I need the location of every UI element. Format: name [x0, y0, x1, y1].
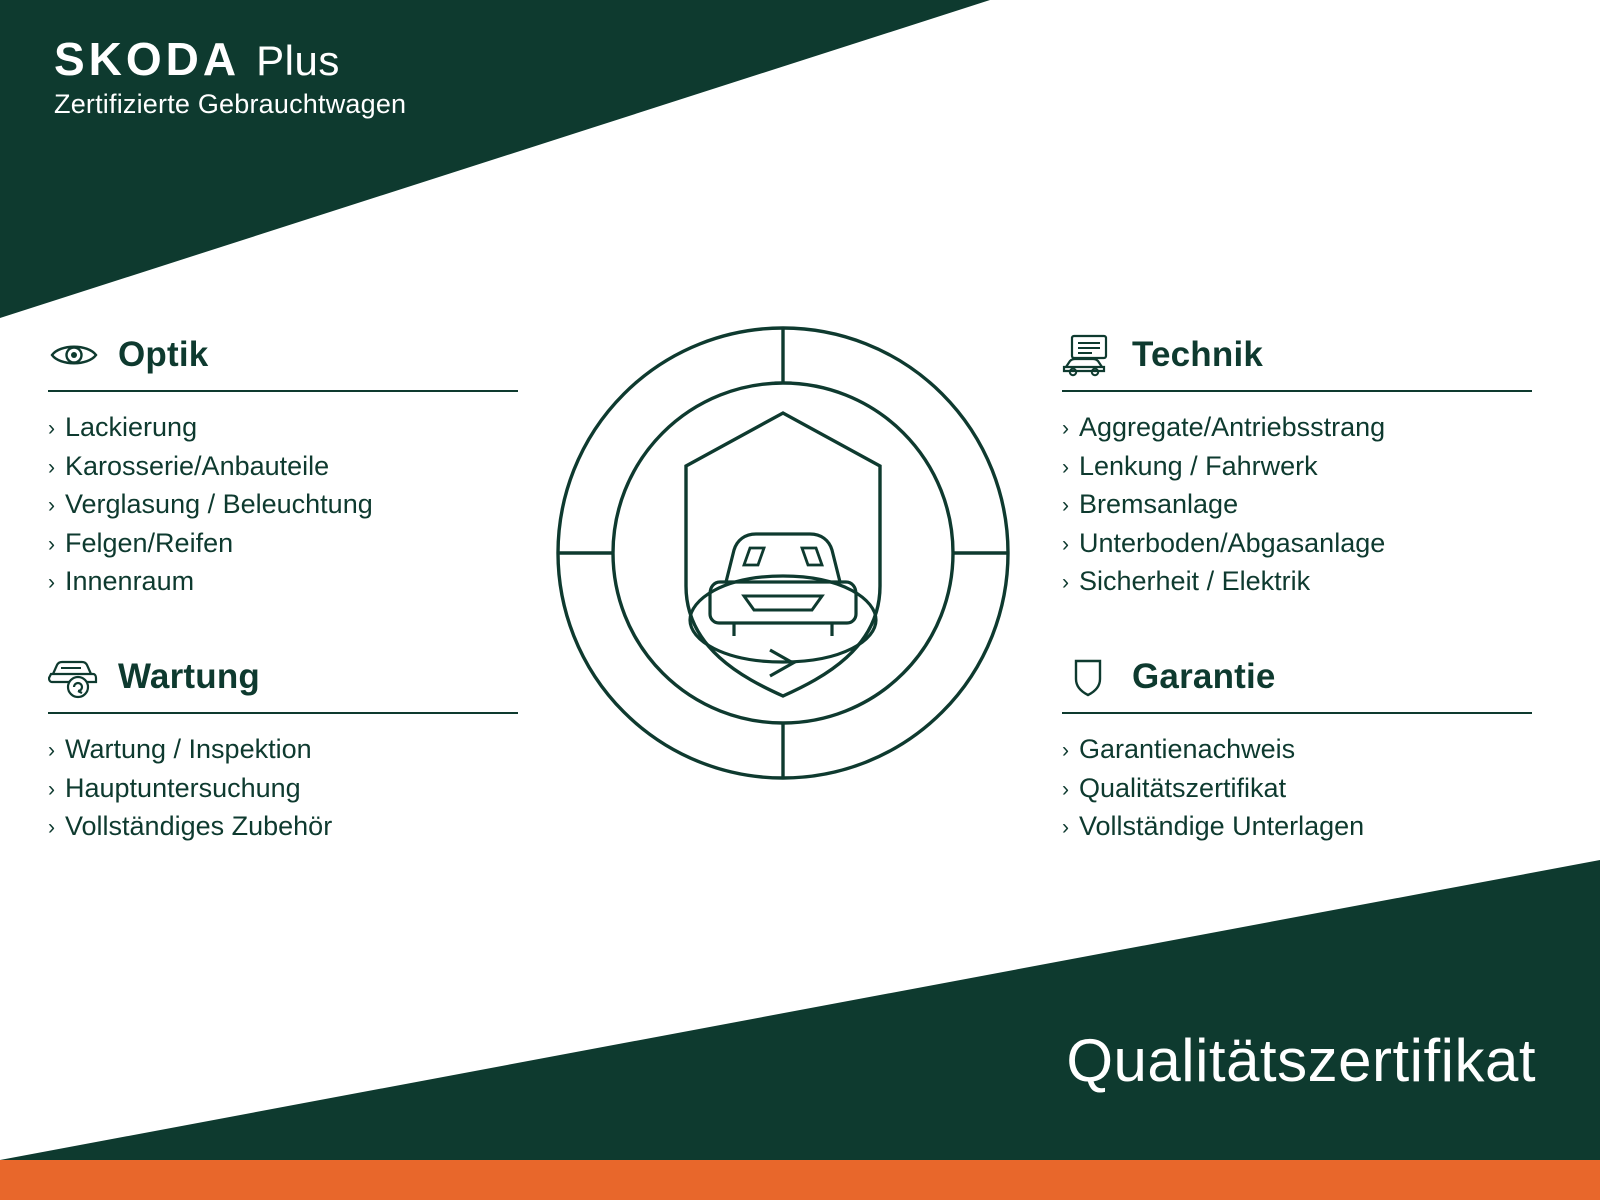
list-item-label: Felgen/Reifen — [65, 527, 234, 558]
list-item-label: Hauptuntersuchung — [65, 772, 301, 803]
list-item-label: Lackierung — [65, 412, 198, 442]
list-item — [1062, 807, 1532, 846]
chevron-right-icon: › — [1062, 571, 1069, 595]
section-optik-header — [48, 328, 518, 382]
chevron-right-icon: › — [48, 532, 55, 556]
chevron-right-icon: › — [1062, 455, 1069, 479]
list-item-label: Wartung / Inspektion — [65, 734, 312, 764]
list-item — [48, 408, 518, 447]
section-optik-list — [48, 408, 518, 601]
list-item — [1062, 562, 1532, 601]
list-item-label: Karosserie/Anbauteile — [65, 450, 330, 481]
list-item — [48, 769, 518, 808]
chevron-right-icon: › — [1062, 777, 1069, 801]
shield-icon — [1062, 656, 1114, 698]
list-item-label: Innenraum — [65, 566, 195, 597]
section-technik-header — [1062, 328, 1532, 382]
list-item-label: Aggregate/Antriebsstrang — [1079, 412, 1386, 442]
list-item — [48, 730, 518, 769]
car-document-icon — [1062, 334, 1114, 376]
list-item — [1062, 408, 1532, 447]
list-item — [48, 447, 518, 486]
list-item-label: Vollständiges Zubehör — [65, 811, 333, 842]
list-item-label: Verglasung / Beleuchtung — [65, 489, 373, 520]
list-item — [1062, 769, 1532, 808]
section-technik — [1062, 328, 1532, 601]
list-item — [48, 562, 518, 601]
section-technik-list — [1062, 408, 1532, 601]
car-shield-360-icon — [548, 318, 1018, 788]
section-optik — [48, 328, 518, 601]
list-item-label: Vollständige Unterlagen — [1079, 811, 1365, 842]
chevron-right-icon: › — [48, 816, 55, 840]
list-item — [48, 807, 518, 846]
chevron-right-icon: › — [48, 777, 55, 801]
section-wartung-divider — [48, 712, 518, 714]
chevron-right-icon: › — [1062, 494, 1069, 518]
section-garantie-list — [1062, 730, 1532, 846]
list-item-label: Garantienachweis — [1079, 734, 1296, 764]
orange-accent-bar — [0, 1160, 1600, 1200]
car-service-icon — [48, 656, 100, 698]
section-garantie-header — [1062, 650, 1532, 704]
brand-logo — [54, 33, 407, 120]
section-wartung-list — [48, 730, 518, 846]
section-garantie-divider — [1062, 712, 1532, 714]
section-optik-divider — [48, 390, 518, 392]
chevron-right-icon: › — [1062, 417, 1069, 440]
list-item — [1062, 447, 1532, 486]
chevron-right-icon: › — [48, 455, 55, 479]
section-technik-title: Technik — [1132, 335, 1264, 374]
eye-icon — [48, 334, 100, 376]
chevron-right-icon: › — [1062, 532, 1069, 556]
list-item — [48, 524, 518, 563]
chevron-right-icon: › — [48, 494, 55, 518]
brand-plus: Plus — [256, 37, 340, 84]
chevron-right-icon: › — [1062, 816, 1069, 840]
list-item-label: Unterboden/Abgasanlage — [1079, 527, 1386, 558]
section-technik-divider — [1062, 390, 1532, 392]
section-wartung-title: Wartung — [118, 657, 261, 696]
chevron-right-icon: › — [48, 417, 55, 440]
section-wartung — [48, 650, 518, 846]
list-item — [1062, 730, 1532, 769]
chevron-right-icon: › — [48, 739, 55, 762]
list-item — [48, 485, 518, 524]
section-garantie-title: Garantie — [1132, 657, 1276, 696]
list-item-label: Lenkung / Fahrwerk — [1079, 450, 1318, 481]
brand-name: SKODA — [54, 33, 241, 85]
section-optik-title: Optik — [118, 335, 209, 374]
section-wartung-header — [48, 650, 518, 704]
footer-green-shape — [0, 840, 1600, 1160]
list-item-label: Bremsanlage — [1079, 489, 1239, 520]
chevron-right-icon: › — [48, 571, 55, 595]
list-item — [1062, 485, 1532, 524]
section-garantie — [1062, 650, 1532, 846]
list-item-label: Sicherheit / Elektrik — [1079, 566, 1311, 597]
brand-tagline: Zertifizierte Gebrauchtwagen — [54, 89, 407, 119]
list-item — [1062, 524, 1532, 563]
page-title: Qualitätszertifikat — [1066, 1027, 1536, 1094]
chevron-right-icon: › — [1062, 739, 1069, 762]
brand-logo-line — [54, 33, 406, 85]
list-item-label: Qualitätszertifikat — [1079, 772, 1287, 803]
